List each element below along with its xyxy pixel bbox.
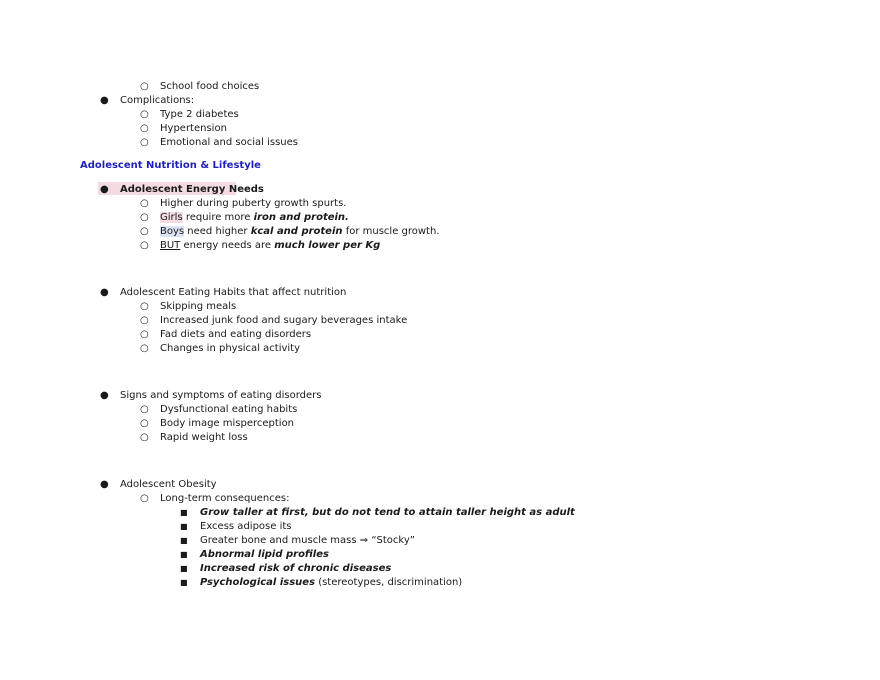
energy-needs-title: Adolescent Energy Needs <box>120 184 264 195</box>
list-item: Body image misperception <box>160 418 295 429</box>
list-item: Increased junk food and sugary beverages intake <box>160 315 408 326</box>
list-item-adipose: Excess adipose its <box>200 521 292 532</box>
list-item: Dysfunctional eating habits <box>160 404 298 415</box>
list-item-school-food: School food choices <box>160 81 260 92</box>
bullet-square-icon: ■ <box>180 522 188 531</box>
bullet-square-icon: ■ <box>180 536 188 545</box>
bullet-square-icon: ■ <box>180 564 188 573</box>
list-item-complications: Complications: <box>120 95 195 106</box>
list-item-but <box>160 239 380 252</box>
bullet-dot-icon: ● <box>100 287 109 298</box>
bullet-circle-icon: ○ <box>140 81 149 92</box>
bullet-circle-icon: ○ <box>140 137 149 148</box>
boys-end: for muscle growth. <box>342 226 440 237</box>
but-mid: energy needs are <box>180 240 275 251</box>
list-item-grow: Grow taller at first, but do not tend to attain taller height as adult <box>200 507 575 518</box>
bullet-square-icon: ■ <box>180 550 188 559</box>
list-item-psych <box>200 576 462 589</box>
list-item-lipid: Abnormal lipid profiles <box>200 549 329 560</box>
eating-disorders-title: Signs and symptoms of eating disorders <box>120 390 322 401</box>
bullet-dot-icon: ● <box>100 184 109 195</box>
psych-bold: Psychological issues <box>200 577 316 588</box>
list-item: Skipping meals <box>160 301 237 312</box>
bullet-square-icon: ■ <box>180 508 188 517</box>
list-item-hypertension: Hypertension <box>160 123 227 134</box>
eating-habits-title: Adolescent Eating Habits that affect nutrition <box>120 287 347 298</box>
bullet-circle-icon: ○ <box>140 109 149 120</box>
but-word: BUT <box>160 240 181 251</box>
list-item-chronic: Increased risk of chronic diseases <box>200 563 392 574</box>
list-item-girls <box>160 211 349 224</box>
list-item-long-term: Long-term consequences: <box>160 493 290 504</box>
bullet-dot-icon: ● <box>100 479 109 490</box>
list-item-higher: Higher during puberty growth spurts. <box>160 198 347 209</box>
bullet-dot-icon: ● <box>100 390 109 401</box>
bullet-circle-icon: ○ <box>140 404 149 415</box>
list-item: Changes in physical activity <box>160 343 301 354</box>
bullet-circle-icon: ○ <box>140 343 149 354</box>
boys-mid: need higher <box>184 226 251 237</box>
list-item-emotional: Emotional and social issues <box>160 137 298 148</box>
list-item-bone: Greater bone and muscle mass ⇒ “Stocky” <box>200 535 415 546</box>
bullet-circle-icon: ○ <box>140 329 149 340</box>
list-item: Fad diets and eating disorders <box>160 329 312 340</box>
bullet-dot-icon: ● <box>100 95 109 106</box>
bullet-circle-icon: ○ <box>140 432 149 443</box>
psych-rest: (stereotypes, discrimination) <box>315 577 463 588</box>
list-item-type2: Type 2 diabetes <box>160 109 239 120</box>
bullet-circle-icon: ○ <box>140 226 149 237</box>
bullet-circle-icon: ○ <box>140 123 149 134</box>
bullet-circle-icon: ○ <box>140 315 149 326</box>
bullet-square-icon: ■ <box>180 578 188 587</box>
list-item: Rapid weight loss <box>160 432 248 443</box>
girls-word: Girls <box>160 212 183 223</box>
boys-word: Boys <box>160 226 185 237</box>
bullet-circle-icon: ○ <box>140 198 149 209</box>
girls-bold: iron and protein. <box>253 212 349 223</box>
bullet-circle-icon: ○ <box>140 493 149 504</box>
bullet-circle-icon: ○ <box>140 301 149 312</box>
list-item-boys <box>160 225 440 238</box>
but-bold: much lower per Kg <box>274 240 381 251</box>
girls-mid: require more <box>182 212 254 223</box>
bullet-circle-icon: ○ <box>140 240 149 251</box>
boys-bold: kcal and protein <box>250 226 343 237</box>
obesity-title: Adolescent Obesity <box>120 479 217 490</box>
bullet-circle-icon: ○ <box>140 418 149 429</box>
bullet-circle-icon: ○ <box>140 212 149 223</box>
section-heading: Adolescent Nutrition & Lifestyle <box>80 160 261 171</box>
